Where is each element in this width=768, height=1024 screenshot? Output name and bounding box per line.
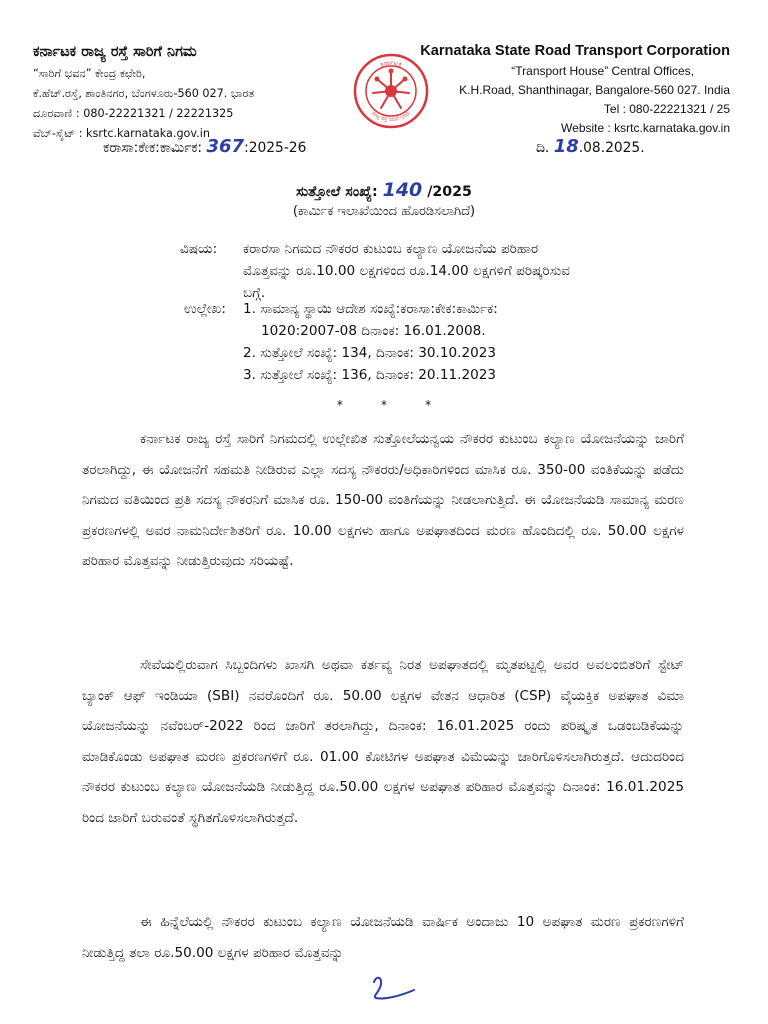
- phone-kn: ದೂರವಾಣಿ : 080-22221321 / 22221325: [33, 107, 234, 120]
- subject-line-3: ಬಗ್ಗೆ.: [243, 285, 266, 301]
- subject-line-2: ಮೊತ್ತವನ್ನು ರೂ.10.00 ಲಕ್ಷಗಳಿಂದ ರೂ.14.00 ಲಕ್ಷಗಳಿಗೆ ಪರಿಷ್ಕರಿಸುವ: [243, 263, 571, 279]
- references-label: ಉಲ್ಲೇಖ:: [184, 301, 226, 317]
- reference-item: 1020:2007-08 ದಿನಾಂಕ: 16.01.2008.: [261, 323, 486, 339]
- reference-number: [103, 134, 306, 161]
- reference-item: 1. ಸಾಮಾನ್ಯ ಸ್ಥಾಯಿ ಆದೇಶ ಸಂಖ್ಯೆ:ಕರಾಸಾ:ಕೇಕ:ಕಾರ್ಮಿಕ:: [243, 301, 498, 317]
- address-kn: ಕೆ.ಹೆಚ್.ರಸ್ತೆ, ಶಾಂತಿನಗರ, ಬೆಂಗಳೂರು-560 027. ಭಾರತ: [33, 87, 255, 100]
- logo-bottom-text: ರಾಜ್ಯ ರಸ್ತೆ ಸಾರಿಗೆ ನಿಗಮ: [370, 110, 412, 124]
- signature-mark-icon: [366, 970, 422, 1006]
- reference-item: 2. ಸುತ್ತೋಲೆ ಸಂಖ್ಯೆ: 134, ದಿನಾಂಕ: 30.10.2023: [243, 345, 497, 361]
- circular-number-handwritten: 140: [382, 179, 423, 201]
- logo-top-text: ಕರ್ನಾಟಕ: [379, 58, 403, 69]
- address-en: K.H.Road, Shanthinagar, Bangalore-560 027. India: [459, 83, 730, 97]
- header-kannada: [33, 40, 353, 144]
- office-kn: “ಸಾರಿಗೆ ಭವನ” ಕೇಂದ್ರ ಕಛೇರಿ,: [33, 67, 146, 80]
- ref-suffix: :2025-26: [244, 140, 307, 156]
- references-list: [243, 298, 498, 386]
- circular-title-suffix: /2025: [427, 184, 472, 200]
- reference-item: 3. ಸುತ್ತೋಲೆ ಸಂಖ್ಯೆ: 136, ದಿನಾಂಕ: 20.11.2023: [243, 367, 497, 383]
- body-paragraph-2: ಸೇವೆಯಲ್ಲಿರುವಾಗ ಸಿಬ್ಬಂದಿಗಳು ಖಾಸಗಿ ಅಥವಾ ಕರ್ತವ್ಯ ನಿರತ ಅಪಘಾತದಲ್ಲಿ ಮೃತಪಟ್ಟಲ್ಲಿ ಅವರ ಅವಲಂಬಿತರಿಗೆ ಸ್ಟೇಟ್ ಬ್ಯಾಂಕ್ ಆಫ್ ಇಂಡಿಯಾ (SBI) ನವರೊಂದಿಗೆ ರೂ. 50.00 ಲಕ್ಷಗಳ ವೇತನ ಆಧಾರಿತ (CSP) ವೈಯಕ್ತಿಕ ಅಪಘಾತ ವಿಮಾ ಯೋಜನೆಯನ್ನು ನವೆಂಬರ್-2022 ರಿಂದ ಜಾರಿಗೆ ತರಲಾಗಿದ್ದು, ದಿನಾಂಕ: 16.01.2025 ರಂದು ಪರಿಷ್ಕೃತ ಒಡಂಬಡಿಕೆಯನ್ನು ಮಾಡಿಕೊಂಡು ಅಪಘಾತ ಮರಣ ಪ್ರಕರಣಗಳಿಗೆ ರೂ. 01.00 ಕೋಟಿಗಳ ಅಪಘಾತ ವಿಮೆಯನ್ನು ಜಾರಿಗೊಳಿಸಲಾಗಿರುತ್ತದೆ. ಆದುದರಿಂದ ನೌಕರರ ಕುಟುಂಬ ಕಲ್ಯಾಣ ಯೋಜನೆಯಡಿ ನೀಡುತ್ತಿದ್ದ ರೂ.50.00 ಲಕ್ಷಗಳ ಅಪಘಾತ ಪರಿಹಾರ ಮೊತ್ತವನ್ನು ದಿನಾಂಕ: 16.01.2025 ರಿಂದ ಜಾರಿಗೆ ಬರುವಂತೆ ಸ್ಥಗಿತಗೊಳಿಸಲಾಗಿರುತ್ತದೆ.: [82, 657, 684, 826]
- body-paragraph-3: ಈ ಹಿನ್ನೆಲೆಯಲ್ಲಿ ನೌಕರರ ಕುಟುಂಬ ಕಲ್ಯಾಣ ಯೋಜನೆಯಡಿ ವಾರ್ಷಿಕ ಅಂದಾಜು 10 ಅಪಘಾತ ಮರಣ ಪ್ರಕರಣಗಳಿಗೆ ನೀಡುತ್ತಿದ್ದ ತಲಾ ರೂ.50.00 ಲಕ್ಷಗಳ ಪರಿಹಾರ ಮೊತ್ತವನ್ನು: [82, 914, 684, 961]
- separator-stars: * * *: [336, 398, 432, 412]
- initials-signature: [366, 970, 422, 1006]
- org-name-en: Karnataka State Road Transport Corporation: [420, 43, 730, 59]
- issued-by: (ಕಾರ್ಮಿಕ ಇಲಾಖೆಯಿಂದ ಹೊರಡಿಸಲಾಗಿದೆ): [292, 204, 476, 219]
- ref-number-handwritten: 367: [206, 136, 245, 157]
- body-paragraph-1: ಕರ್ನಾಟಕ ರಾಜ್ಯ ರಸ್ತೆ ಸಾರಿಗೆ ನಿಗಮದಲ್ಲಿ ಉಲ್ಲೇಖಿತ ಸುತ್ತೋಲೆಯನ್ವಯ ನೌಕರರ ಕುಟುಂಬ ಕಲ್ಯಾಣ ಯೋಜನೆಯನ್ನು ಜಾರಿಗೆ ತರಲಾಗಿದ್ದು, ಈ ಯೋಜನೆಗೆ ಸಹಮತಿ ನೀಡಿರುವ ಎಲ್ಲಾ ಸದಸ್ಯ ನೌಕರರು/ಅಧಿಕಾರಿಗಳಿಂದ ಮಾಸಿಕ ರೂ. 350-00 ವಂತಿಕೆಯನ್ನು ಪಡೆದು ನಿಗಮದ ವತಿಯಿಂದ ಪ್ರತಿ ಸದಸ್ಯ ನೌಕರನಿಗೆ ಮಾಸಿಕ ರೂ. 150-00 ವಂತಿಗೆಯನ್ನು ನೀಡಲಾಗುತ್ತಿದೆ. ಈ ಯೋಜನೆಯಡಿ ಸಾಮಾನ್ಯ ಮರಣ ಪ್ರಕರಣಗಳಲ್ಲಿ ಅವರ ನಾಮನಿರ್ದೇಶಿತರಿಗೆ ರೂ. 10.00 ಲಕ್ಷಗಳು ಹಾಗೂ ಅಪಘಾತದಿಂದ ಮರಣ ಹೊಂದಿದಲ್ಲಿ ರೂ. 50.00 ಲಕ್ಷಗಳ ಪರಿಹಾರ ಮೊತ್ತವನ್ನು ನೀಡುತ್ತಿರುವುದು ಸರಿಯಷ್ಟೆ.: [82, 431, 684, 569]
- ref-prefix: ಕರಾಸಾ:ಕೇಕ:ಕಾರ್ಮಿಕ:: [103, 140, 203, 156]
- header-english: [390, 40, 730, 138]
- date-day-handwritten: 18: [553, 136, 579, 157]
- subject-label: ವಿಷಯ:: [180, 241, 218, 257]
- phone-en: Tel : 080-22221321 / 25: [603, 102, 730, 116]
- circular-title-prefix: ಸುತ್ತೋಲೆ ಸಂಖ್ಯೆ:: [296, 184, 378, 200]
- subject-text: [243, 238, 683, 304]
- office-en: “Transport House” Central Offices,: [511, 64, 694, 78]
- letter-date: [536, 134, 645, 161]
- website-kn: ವೆಬ್-ಸೈಟ್ : ksrtc.karnataka.gov.in: [33, 127, 210, 140]
- date-suffix: .08.2025.: [578, 140, 645, 156]
- subject-line-1: ಕರಾರಸಾ ನಿಗಮದ ನೌಕರರ ಕುಟುಂಬ ಕಲ್ಯಾಣ ಯೋಜನೆಯ ಪರಿಹಾರ: [243, 241, 539, 257]
- org-name-kn: ಕರ್ನಾಟಕ ರಾಜ್ಯ ರಸ್ತೆ ಸಾರಿಗೆ ನಿಗಮ: [33, 44, 197, 60]
- date-prefix: ದಿ.: [536, 140, 550, 156]
- website-en: Website : ksrtc.karnataka.gov.in: [561, 121, 730, 135]
